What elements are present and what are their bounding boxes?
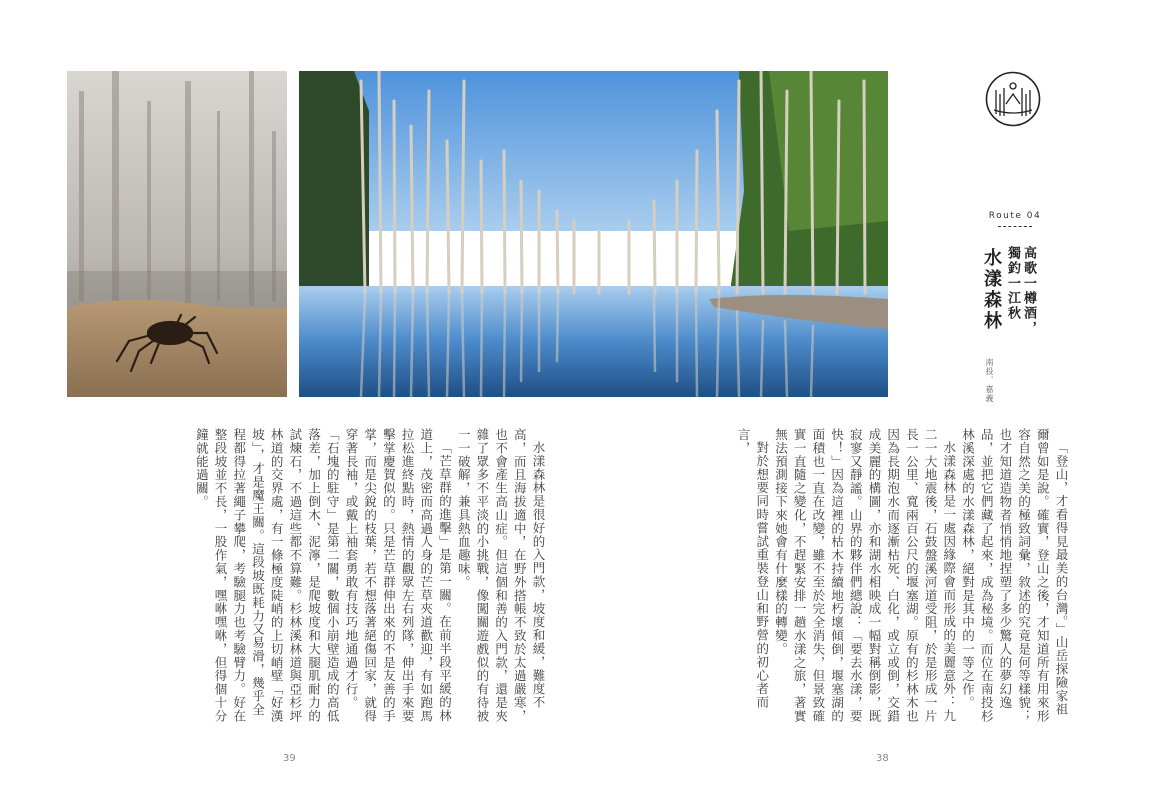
right-page-body [645, 428, 1070, 728]
paragraph: 水漾森林是一處因緣際會而形成的美麗意外：九二一大地震後，石鼓盤溪河道受阻，於是形成一片長一公里、寬兩百公尺的堰塞湖。原有的杉林木也因為長期泡水而逐漸枯死、白化，或立或倒，交錯成美麗的構圖，亦和湖水相映成一幅對稱倒影，既寂寥又靜謐。山界的夥伴們總說：「要去水漾，要快！」因為這裡的枯木持續地朽壞傾倒，堰塞湖的面積也一直在改變，雖不至於完全消失，但景致確實一直隨之變化，不趕緊安排一趟水漾之旅，著實無法預測接下來她會有什麼樣的轉變。 [773, 428, 957, 723]
lake-dead-trees-photo [299, 71, 888, 397]
route-subtitle-line-1: 高歌一樽酒， [1021, 246, 1036, 336]
route-header [978, 68, 1058, 403]
left-page-body [67, 428, 547, 728]
paragraph: 對於想要同時嘗試重裝登山和野營的初心者而言， [736, 428, 770, 709]
page-number-left: 39 [283, 753, 296, 764]
route-subtitle [1004, 246, 1036, 336]
route-title: 水漾森林 [981, 248, 1002, 332]
paragraph: 「登山，才看得見最美的台灣。」山岳探險家祖爾曾如是說。確實，登山之後，才知道所有用來形容自然之美的極致詞彙，敘述的究竟是何等樣貌；也才知道造物者悄悄地捏塑了多少驚人的夢幻逸品，並把它們藏了起來，成為秘境。而位在南投杉林溪深處的水漾森林，絕對是其中的一等之作。 [960, 428, 1069, 723]
paragraph: 「芒草群的進擊」是第一關。在前半段平緩的林道上，茂密而高過人身的芒草夾道歡迎，有如跑馬拉松進終點時，熱情的觀眾左右列隊，伸出手來要擊掌慶賀似的。只是芒草群伸出來的不是友善的手掌，而是尖銳的枝葉，若不想落著絕傷回家，就得穿著長袖，或戴上袖套勇敢有技巧地通過才行。「石塊的駐守」是第二關，數個小崩壁造成的高低落差，加上倒木、泥濘，是爬坡度和大腿肌耐力的試煉石，不過這些都不算難。杉林溪林道與亞杉坪林道的交界處，有一條極度陡峭的上切峭壁「好漢坡」，才是魔王關。這段坡既耗力又易滑，幾乎全程都得拉著繩子攀爬，考驗腿力也考驗臂力。好在整段坡並不長，一股作氣，嘿咻嘿咻，但得個十分鐘就能過關。 [194, 428, 453, 723]
mountain-forest-logo-icon [984, 70, 1042, 128]
route-location: 南投．嘉義 [985, 358, 994, 403]
page-number-right: 38 [876, 753, 889, 764]
route-divider [998, 226, 1032, 227]
route-number: Route 04 [988, 211, 1042, 221]
misty-forest-crab-photo [67, 71, 287, 397]
paragraph: 水漾森林是很好的入門款，坡度和緩，難度不高，而且海拔適中，在野外搭帳不致於太過嚴寒，也不會產生高山症。但這個和善的入門款，還是夾雜了眾多不平淡的小挑戰，像闖關遊戲似的有待被一一破解，兼具熱血趣味。 [456, 428, 546, 723]
route-subtitle-line-2: 獨釣一江秋 [1005, 246, 1020, 321]
